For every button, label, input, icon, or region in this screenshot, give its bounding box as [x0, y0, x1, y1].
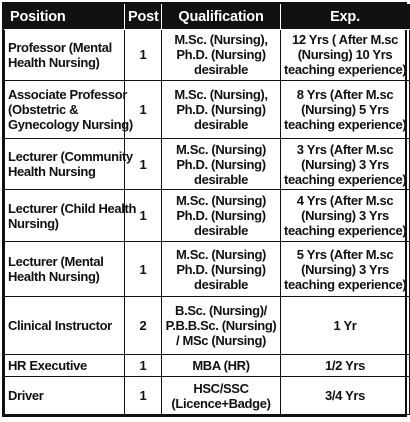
cell-position [5, 242, 125, 297]
cell-qualification [162, 190, 281, 242]
position-line: Health Nursing [8, 164, 96, 180]
table-row [5, 377, 410, 415]
qualification-line: desirable [194, 116, 248, 132]
qualification-line: desirable [194, 276, 248, 292]
qualification-line: desirable [194, 62, 248, 78]
position-line: Lecturer (Child Health [8, 200, 137, 216]
qualification-line: B.Sc. (Nursing)/ [175, 303, 267, 319]
position-line: Professor (Mental [8, 39, 112, 55]
cell-post: 2 [125, 297, 162, 355]
experience-line: (Nursing) 10 Yrs [297, 47, 393, 63]
header-post: Post [125, 5, 162, 30]
qualification-line: M.Sc. (Nursing), [174, 86, 268, 102]
experience-line: teaching experience) [284, 276, 407, 292]
qualification-line: (Licence+Badge) [171, 395, 271, 411]
experience-line: 3 Yrs (After M.sc [296, 141, 394, 157]
header-experience: Exp. [281, 5, 410, 30]
cell-position [5, 80, 133, 138]
position-line: Associate Professor [8, 86, 128, 102]
qualification-line: M.Sc. (Nursing) [175, 246, 267, 262]
header-qualification: Qualification [162, 5, 281, 30]
cell-experience [281, 297, 410, 355]
cell-qualification [162, 30, 281, 81]
experience-line: 12 Yrs ( After M.sc [291, 32, 399, 48]
qualification-line: Ph.D. (Nursing) [176, 156, 266, 172]
cell-position [5, 30, 125, 81]
position-line: Gynecology Nursing) [8, 116, 133, 132]
experience-line: teaching experience) [284, 62, 407, 78]
cell-post: 1 [125, 355, 162, 377]
table-row [5, 80, 410, 138]
position-line: Lecturer (Community [8, 149, 133, 165]
cell-post: 1 [125, 190, 162, 242]
cell-experience [281, 30, 410, 81]
qualification-line: P.B.B.Sc. (Nursing) [165, 318, 277, 334]
cell-position [5, 377, 125, 415]
qualification-line: Ph.D. (Nursing) [176, 261, 266, 277]
position-line: Lecturer (Mental [8, 254, 104, 270]
table-row [5, 190, 410, 242]
position-line: Nursing) [8, 215, 59, 231]
experience-line: 8 Yrs (After M.sc [296, 86, 394, 102]
experience-line: 4 Yrs (After M.sc [296, 193, 394, 209]
cell-position [5, 190, 137, 242]
cell-position [5, 138, 133, 190]
cell-experience [281, 80, 410, 138]
cell-position [5, 297, 125, 355]
experience-line: (Nursing) 3 Yrs [301, 156, 389, 172]
cell-qualification [162, 377, 281, 415]
qualification-line: HSC/SSC [193, 380, 249, 396]
position-line: Health Nursing) [8, 269, 100, 285]
cell-post: 1 [125, 377, 162, 415]
job-vacancy-table [2, 2, 407, 417]
position-line: (Obstetric & [8, 101, 79, 117]
qualification-line: Ph.D. (Nursing) [176, 47, 266, 63]
cell-post: 1 [125, 80, 162, 138]
qualification-line: desirable [194, 171, 248, 187]
header-position: Position [5, 5, 125, 30]
cell-experience [281, 138, 410, 190]
qualification-line: M.Sc. (Nursing), [174, 32, 268, 48]
experience-line: (Nursing) 3 Yrs [301, 208, 389, 224]
table-row [5, 138, 410, 190]
cell-qualification [162, 297, 281, 355]
position-line: Driver [8, 388, 44, 404]
cell-experience [281, 242, 410, 297]
experience-line: teaching experience) [284, 223, 407, 239]
table-row [5, 355, 410, 377]
position-line: HR Executive [8, 358, 87, 374]
qualification-line: / MSc (Nursing) [175, 333, 267, 349]
experience-line: teaching experience) [284, 171, 407, 187]
qualification-line: Ph.D. (Nursing) [176, 101, 266, 117]
table-row [5, 30, 410, 81]
cell-qualification [162, 138, 281, 190]
experience-line: 3/4 Yrs [325, 388, 365, 404]
experience-line: (Nursing) 5 Yrs [301, 101, 389, 117]
qualification-line: MBA (HR) [192, 358, 250, 374]
cell-position [5, 355, 125, 377]
experience-line: (Nursing) 3 Yrs [301, 261, 389, 277]
cell-post: 1 [125, 30, 162, 81]
experience-line: 1/2 Yrs [325, 358, 365, 374]
position-line: Clinical Instructor [8, 318, 112, 334]
experience-line: 1 Yr [333, 318, 357, 334]
cell-post: 1 [125, 242, 162, 297]
cell-experience [281, 355, 410, 377]
vacancy-table [4, 4, 410, 415]
cell-experience [281, 377, 410, 415]
cell-experience [281, 190, 410, 242]
experience-line: 5 Yrs (After M.sc [296, 246, 394, 262]
cell-qualification [162, 80, 281, 138]
position-line: Health Nursing) [8, 54, 100, 70]
qualification-line: M.Sc. (Nursing) [175, 193, 267, 209]
cell-qualification [162, 242, 281, 297]
table-row [5, 242, 410, 297]
table-row [5, 297, 410, 355]
qualification-line: Ph.D. (Nursing) [176, 208, 266, 224]
table-header-row [5, 5, 410, 30]
cell-qualification [162, 355, 281, 377]
cell-post: 1 [125, 138, 162, 190]
qualification-line: desirable [194, 223, 248, 239]
experience-line: teaching experience) [284, 116, 407, 132]
qualification-line: M.Sc. (Nursing) [175, 141, 267, 157]
